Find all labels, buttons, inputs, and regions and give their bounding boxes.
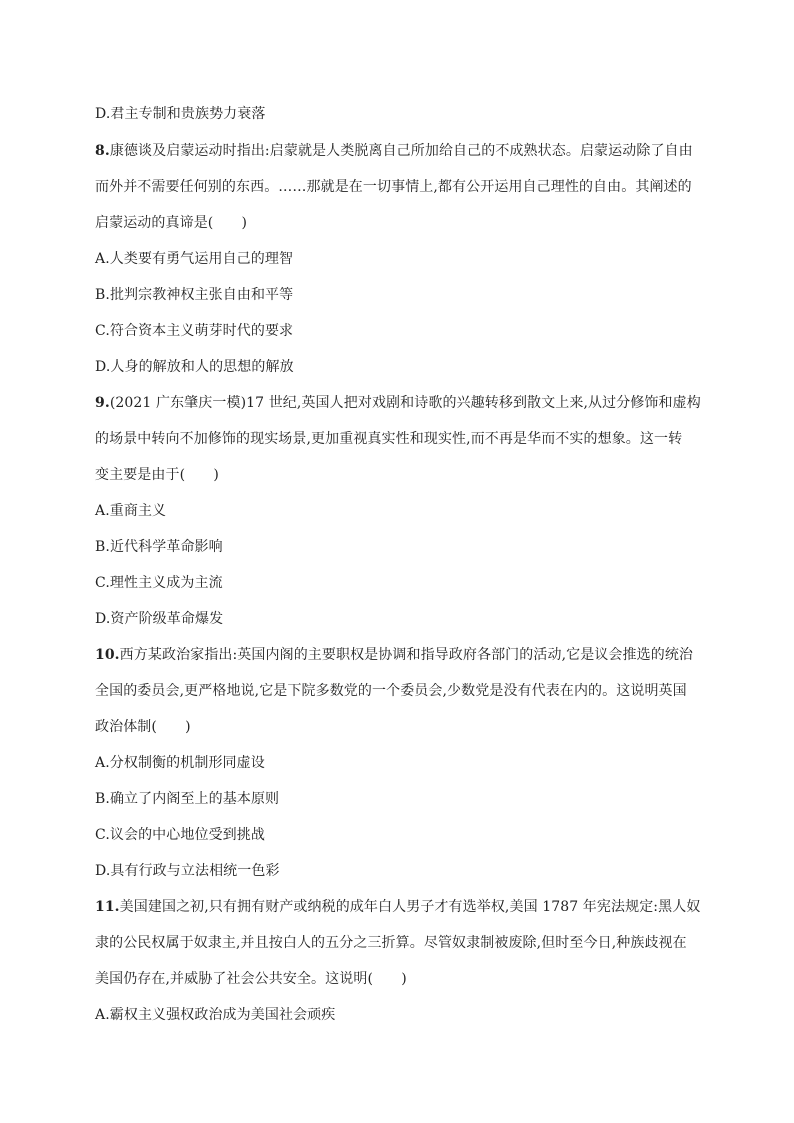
question-10-line-3: 政治体制( ): [95, 719, 191, 735]
question-10-option-a: A.分权制衡的机制形同虚设: [95, 755, 265, 771]
question-10-option-c: C.议会的中心地位受到挑战: [95, 827, 265, 843]
question-11-option-a: A.霸权主义强权政治成为美国社会顽疾: [95, 1007, 336, 1023]
question-9-option-a: A.重商主义: [95, 503, 167, 519]
question-10-line-2: 全国的委员会,更严格地说,它是下院多数党的一个委员会,少数党是没有代表在内的。这说明英国: [95, 683, 687, 699]
question-stem: 美国建国之初,只有拥有财产或纳税的成年白人男子才有选举权,美国 1787 年宪法规定:黑人奴: [119, 899, 701, 915]
question-9-option-d: D.资产阶级革命爆发: [95, 611, 224, 627]
question-number: 11.: [95, 899, 120, 915]
option-d-prev: D.君主专制和贵族势力衰落: [95, 106, 266, 122]
question-number: 9.: [95, 395, 110, 411]
question-9-option-c: C.理性主义成为主流: [95, 575, 223, 591]
question-10-option-d: D.具有行政与立法相统一色彩: [95, 863, 280, 879]
question-9-option-b: B.近代科学革命影响: [95, 539, 223, 555]
question-8-option-b: B.批判宗教神权主张自由和平等: [95, 287, 294, 303]
question-number: 8.: [95, 143, 110, 159]
question-number: 10.: [95, 647, 120, 663]
question-11-line-3: 美国仍存在,并威胁了社会公共安全。这说明( ): [95, 971, 407, 987]
question-10-option-b: B.确立了内阁至上的基本原则: [95, 791, 280, 807]
question-stem: 康德谈及启蒙运动时指出:启蒙就是人类脱离自己所加给自己的不成熟状态。启蒙运动除了自由: [109, 143, 693, 159]
question-9-line-1: [95, 393, 705, 413]
question-11-line-2: 隶的公民权属于奴隶主,并且按白人的五分之三折算。尽管奴隶制被废除,但时至今日,种族歧视在: [95, 935, 687, 951]
question-10-line-1: [95, 645, 705, 665]
question-8-option-c: C.符合资本主义萌芽时代的要求: [95, 323, 294, 339]
question-8-option-a: A.人类要有勇气运用自己的理智: [95, 251, 294, 267]
question-8-line-2: 而外并不需要任何别的东西。……那就是在一切事情上,都有公开运用自己理性的自由。其阐述的: [95, 179, 692, 195]
question-9-line-2: 的场景中转向不加修饰的现实场景,更加重视真实性和现实性,而不再是华而不实的想象。这一转: [95, 431, 683, 447]
question-stem: 西方某政治家指出:英国内阁的主要职权是协调和指导政府各部门的活动,它是议会推选的统治: [119, 647, 694, 663]
question-9-line-3: 变主要是由于( ): [95, 467, 219, 483]
question-8-option-d: D.人身的解放和人的思想的解放: [95, 359, 294, 375]
question-stem: (2021 广东肇庆一模)17 世纪,英国人把对戏剧和诗歌的兴趣转移到散文上来,从过分修饰和虚构: [109, 395, 701, 411]
question-11-line-1: [95, 897, 705, 917]
question-8-line-1: [95, 141, 705, 161]
question-8-line-3: 启蒙运动的真谛是( ): [95, 215, 248, 231]
